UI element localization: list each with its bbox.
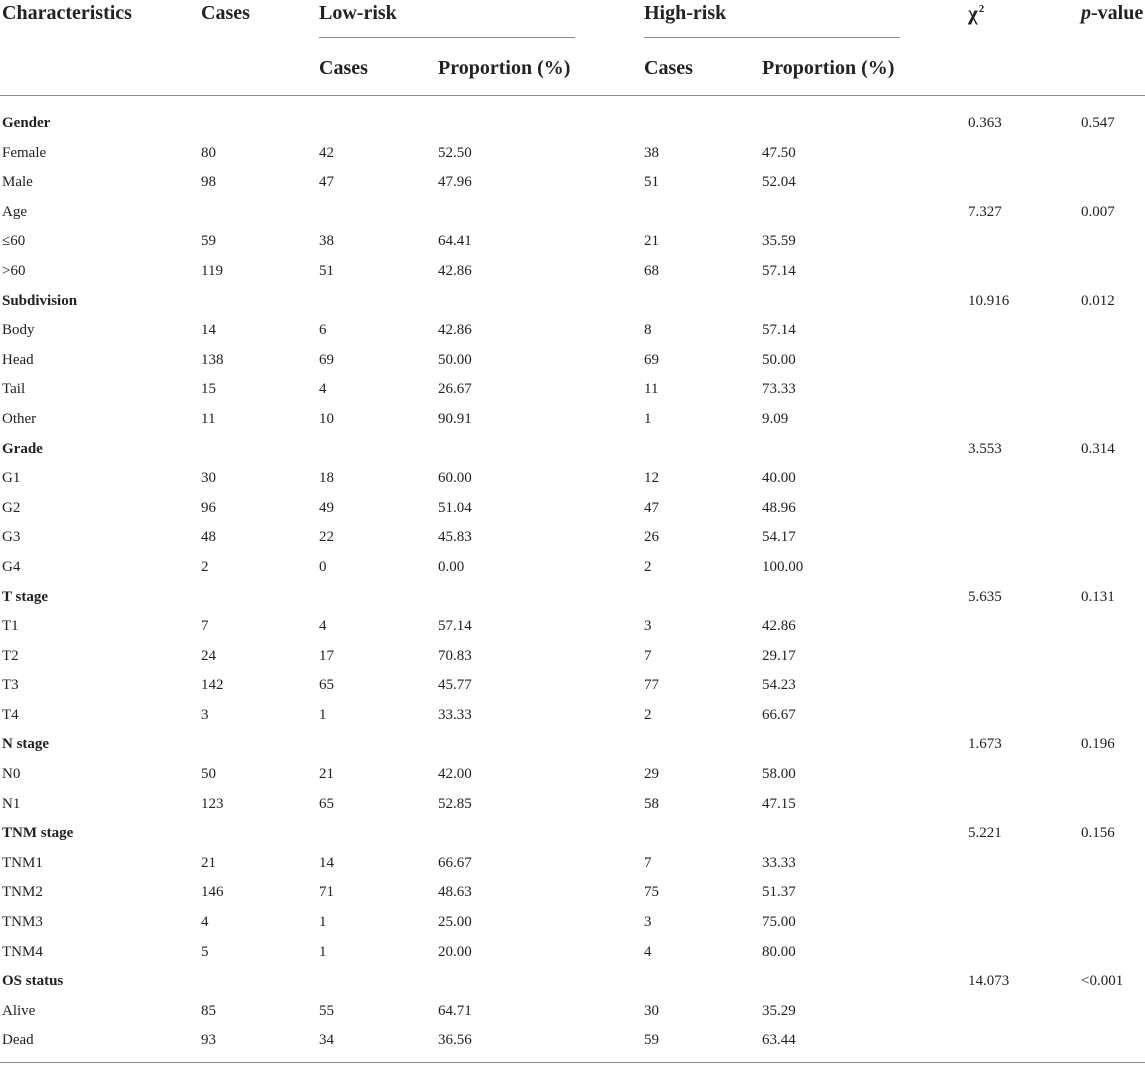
high-risk-cases: 8 — [644, 322, 652, 339]
p-value: 0.131 — [1081, 588, 1115, 605]
header-low-risk: Low-risk — [319, 2, 397, 24]
high-risk-proportion: 54.23 — [762, 677, 796, 694]
high-risk-cases: 38 — [644, 144, 659, 161]
high-risk-proportion: 29.17 — [762, 647, 796, 664]
low-risk-proportion: 36.56 — [438, 1032, 472, 1049]
high-risk-cases: 77 — [644, 677, 659, 694]
total-cases: 7 — [201, 618, 209, 635]
table-row — [0, 907, 1145, 937]
header-chi-square — [968, 2, 984, 24]
p-value: 0.314 — [1081, 440, 1115, 457]
table-row — [0, 1025, 1145, 1055]
total-cases: 146 — [201, 884, 224, 901]
chi-square-value: 3.553 — [968, 440, 1002, 457]
chi-square-value: 5.635 — [968, 588, 1002, 605]
header-cases: Cases — [201, 2, 250, 24]
row-label: Subdivision — [2, 292, 78, 309]
low-risk-cases: 4 — [319, 381, 327, 398]
table-bottom-rule — [0, 1062, 1145, 1063]
row-label: G3 — [2, 529, 21, 546]
table-row — [0, 552, 1145, 582]
total-cases: 14 — [201, 322, 216, 339]
row-label: T4 — [2, 706, 19, 723]
group-header-row — [0, 108, 1145, 138]
header-high-cases: Cases — [644, 57, 693, 79]
high-risk-proportion: 54.17 — [762, 529, 796, 546]
high-risk-cases: 26 — [644, 529, 659, 546]
table-row — [0, 611, 1145, 641]
table-row — [0, 138, 1145, 168]
chi-square-value: 5.221 — [968, 825, 1002, 842]
low-risk-cases: 69 — [319, 351, 334, 368]
low-risk-cases: 21 — [319, 766, 334, 783]
table-row — [0, 167, 1145, 197]
total-cases: 30 — [201, 470, 216, 487]
high-risk-cases: 30 — [644, 1002, 659, 1019]
high-risk-proportion: 47.50 — [762, 144, 796, 161]
high-risk-cases: 75 — [644, 884, 659, 901]
high-risk-proportion: 42.86 — [762, 618, 796, 635]
high-risk-proportion: 50.00 — [762, 351, 796, 368]
low-risk-proportion: 20.00 — [438, 943, 472, 960]
low-risk-cases: 14 — [319, 854, 334, 871]
row-label: G2 — [2, 499, 21, 516]
row-label: G1 — [2, 470, 21, 487]
low-risk-cases: 71 — [319, 884, 334, 901]
low-risk-cases: 0 — [319, 558, 327, 575]
low-risk-cases: 17 — [319, 647, 334, 664]
high-risk-cases: 21 — [644, 233, 659, 250]
table-row — [0, 345, 1145, 375]
group-header-row — [0, 729, 1145, 759]
table-row — [0, 641, 1145, 671]
high-risk-proportion: 40.00 — [762, 470, 796, 487]
total-cases: 24 — [201, 647, 216, 664]
header-high-risk: High-risk — [644, 2, 727, 24]
high-risk-cases: 3 — [644, 618, 652, 635]
high-risk-cases: 12 — [644, 470, 659, 487]
total-cases: 11 — [201, 410, 216, 427]
p-rest: -value — [1091, 2, 1144, 24]
total-cases: 142 — [201, 677, 224, 694]
row-label: TNM stage — [2, 825, 74, 842]
total-cases: 119 — [201, 262, 223, 279]
row-label: T2 — [2, 647, 19, 664]
low-risk-proportion: 51.04 — [438, 499, 472, 516]
low-risk-proportion: 25.00 — [438, 914, 472, 931]
high-risk-cases: 4 — [644, 943, 652, 960]
low-risk-proportion: 42.00 — [438, 766, 472, 783]
row-label: T stage — [2, 588, 48, 605]
high-risk-cases: 58 — [644, 795, 659, 812]
total-cases: 15 — [201, 381, 216, 398]
chi-square-value: 10.916 — [968, 292, 1010, 309]
low-risk-proportion: 42.86 — [438, 322, 472, 339]
total-cases: 98 — [201, 174, 216, 191]
row-label: Tail — [2, 381, 26, 398]
high-risk-proportion: 52.04 — [762, 174, 796, 191]
high-risk-proportion: 75.00 — [762, 914, 796, 931]
row-label: G4 — [2, 558, 21, 575]
group-header-row — [0, 966, 1145, 996]
p-value: 0.196 — [1081, 736, 1115, 753]
table-row — [0, 315, 1145, 345]
low-risk-proportion: 0.00 — [438, 558, 465, 575]
row-label: TNM1 — [2, 854, 43, 871]
high-risk-cases: 3 — [644, 914, 652, 931]
row-label: N stage — [2, 736, 50, 753]
high-risk-proportion: 80.00 — [762, 943, 796, 960]
row-label: Gender — [2, 115, 51, 131]
high-risk-proportion: 73.33 — [762, 381, 796, 398]
high-risk-proportion: 9.09 — [762, 410, 789, 427]
low-risk-proportion: 26.67 — [438, 381, 472, 398]
high-risk-cases: 7 — [644, 854, 652, 871]
row-label: Other — [2, 410, 37, 427]
table-body — [0, 108, 1145, 1055]
low-risk-cases: 22 — [319, 529, 334, 546]
low-risk-cases: 18 — [319, 470, 334, 487]
low-risk-cases: 34 — [319, 1032, 334, 1049]
row-label: TNM3 — [2, 914, 43, 931]
row-label: TNM4 — [2, 943, 43, 960]
header-low-cases: Cases — [319, 57, 368, 79]
header-bottom-rule — [0, 95, 1145, 96]
high-risk-cases: 47 — [644, 499, 659, 516]
high-risk-proportion: 58.00 — [762, 766, 796, 783]
p-value: <0.001 — [1081, 973, 1124, 990]
low-risk-proportion: 45.77 — [438, 677, 472, 694]
total-cases: 48 — [201, 529, 216, 546]
group-header-row — [0, 818, 1145, 848]
p-value: 0.547 — [1081, 115, 1115, 131]
table-row — [0, 996, 1145, 1026]
total-cases: 5 — [201, 943, 209, 960]
header-low-proportion: Proportion (%) — [438, 57, 571, 79]
table-row — [0, 700, 1145, 730]
total-cases: 21 — [201, 854, 216, 871]
row-label: OS status — [2, 973, 64, 990]
low-risk-cases: 49 — [319, 499, 334, 516]
row-label: Grade — [2, 440, 43, 457]
low-risk-cases: 1 — [319, 706, 327, 723]
high-risk-proportion: 63.44 — [762, 1032, 796, 1049]
table-row — [0, 374, 1145, 404]
low-risk-spanner-rule — [319, 37, 575, 38]
p-italic: p — [1081, 2, 1091, 24]
chi-symbol: χ — [968, 1, 978, 25]
high-risk-proportion: 57.14 — [762, 322, 796, 339]
high-risk-cases: 7 — [644, 647, 652, 664]
total-cases: 96 — [201, 499, 216, 516]
high-risk-cases: 1 — [644, 410, 652, 427]
table-row — [0, 463, 1145, 493]
high-risk-proportion: 33.33 — [762, 854, 796, 871]
chi-square-value: 7.327 — [968, 203, 1002, 220]
low-risk-proportion: 57.14 — [438, 618, 472, 635]
group-header-row — [0, 582, 1145, 612]
table-row — [0, 937, 1145, 967]
high-risk-cases: 2 — [644, 558, 652, 575]
low-risk-cases: 38 — [319, 233, 334, 250]
header-characteristics: Characteristics — [2, 2, 132, 24]
low-risk-proportion: 50.00 — [438, 351, 472, 368]
table-row — [0, 877, 1145, 907]
low-risk-proportion: 33.33 — [438, 706, 472, 723]
total-cases: 138 — [201, 351, 224, 368]
low-risk-cases: 1 — [319, 943, 327, 960]
chi-square-value: 1.673 — [968, 736, 1002, 753]
low-risk-cases: 55 — [319, 1002, 334, 1019]
row-label: T1 — [2, 618, 19, 635]
chi-superscript: 2 — [978, 3, 985, 15]
row-label: Dead — [2, 1032, 34, 1049]
table-row — [0, 493, 1145, 523]
low-risk-proportion: 64.71 — [438, 1002, 472, 1019]
table-row — [0, 522, 1145, 552]
row-label: Alive — [2, 1002, 36, 1019]
low-risk-proportion: 47.96 — [438, 174, 472, 191]
chi-square-value: 0.363 — [968, 115, 1002, 131]
low-risk-cases: 51 — [319, 262, 334, 279]
row-label: N0 — [2, 766, 21, 783]
row-label: Head — [2, 351, 34, 368]
row-label: >60 — [2, 262, 26, 279]
total-cases: 50 — [201, 766, 216, 783]
total-cases: 85 — [201, 1002, 216, 1019]
low-risk-proportion: 60.00 — [438, 470, 472, 487]
row-label: T3 — [2, 677, 19, 694]
row-label: Female — [2, 144, 47, 161]
high-risk-proportion: 47.15 — [762, 795, 796, 812]
p-value: 0.007 — [1081, 203, 1115, 220]
low-risk-proportion: 64.41 — [438, 233, 472, 250]
total-cases: 80 — [201, 144, 216, 161]
low-risk-cases: 1 — [319, 914, 327, 931]
header-p-value — [1081, 2, 1143, 24]
table-row — [0, 789, 1145, 819]
row-label: Body — [2, 322, 35, 339]
table-row — [0, 256, 1145, 286]
total-cases: 4 — [201, 914, 209, 931]
total-cases: 2 — [201, 558, 209, 575]
low-risk-proportion: 90.91 — [438, 410, 472, 427]
high-risk-proportion: 100.00 — [762, 558, 804, 575]
high-risk-cases: 59 — [644, 1032, 659, 1049]
high-risk-proportion: 57.14 — [762, 262, 796, 279]
low-risk-cases: 4 — [319, 618, 327, 635]
low-risk-proportion: 45.83 — [438, 529, 472, 546]
low-risk-cases: 42 — [319, 144, 334, 161]
table-row — [0, 670, 1145, 700]
low-risk-proportion: 66.67 — [438, 854, 472, 871]
low-risk-cases: 65 — [319, 795, 334, 812]
high-risk-cases: 11 — [644, 381, 659, 398]
high-risk-proportion: 51.37 — [762, 884, 796, 901]
row-label: Age — [2, 203, 27, 220]
row-label: ≤60 — [2, 233, 26, 250]
low-risk-proportion: 70.83 — [438, 647, 472, 664]
table-row — [0, 404, 1145, 434]
header-high-proportion: Proportion (%) — [762, 57, 895, 79]
low-risk-proportion: 52.85 — [438, 795, 472, 812]
table-row — [0, 848, 1145, 878]
low-risk-cases: 47 — [319, 174, 334, 191]
low-risk-cases: 6 — [319, 322, 327, 339]
total-cases: 59 — [201, 233, 216, 250]
high-risk-proportion: 48.96 — [762, 499, 796, 516]
total-cases: 3 — [201, 706, 209, 723]
low-risk-proportion: 52.50 — [438, 144, 472, 161]
high-risk-spanner-rule — [644, 37, 900, 38]
high-risk-cases: 29 — [644, 766, 659, 783]
high-risk-cases: 69 — [644, 351, 659, 368]
low-risk-proportion: 48.63 — [438, 884, 472, 901]
low-risk-cases: 10 — [319, 410, 334, 427]
high-risk-proportion: 35.29 — [762, 1002, 796, 1019]
chi-square-value: 14.073 — [968, 973, 1010, 990]
p-value: 0.012 — [1081, 292, 1115, 309]
group-header-row — [0, 434, 1145, 464]
table-row — [0, 226, 1145, 256]
low-risk-cases: 65 — [319, 677, 334, 694]
group-header-row — [0, 286, 1145, 316]
table-row — [0, 197, 1145, 227]
low-risk-proportion: 42.86 — [438, 262, 472, 279]
high-risk-cases: 68 — [644, 262, 659, 279]
table-row — [0, 759, 1145, 789]
row-label: Male — [2, 174, 33, 191]
high-risk-proportion: 35.59 — [762, 233, 796, 250]
row-label: N1 — [2, 795, 21, 812]
high-risk-cases: 51 — [644, 174, 659, 191]
total-cases: 123 — [201, 795, 224, 812]
total-cases: 93 — [201, 1032, 216, 1049]
row-label: TNM2 — [2, 884, 43, 901]
p-value: 0.156 — [1081, 825, 1115, 842]
high-risk-cases: 2 — [644, 706, 652, 723]
high-risk-proportion: 66.67 — [762, 706, 796, 723]
